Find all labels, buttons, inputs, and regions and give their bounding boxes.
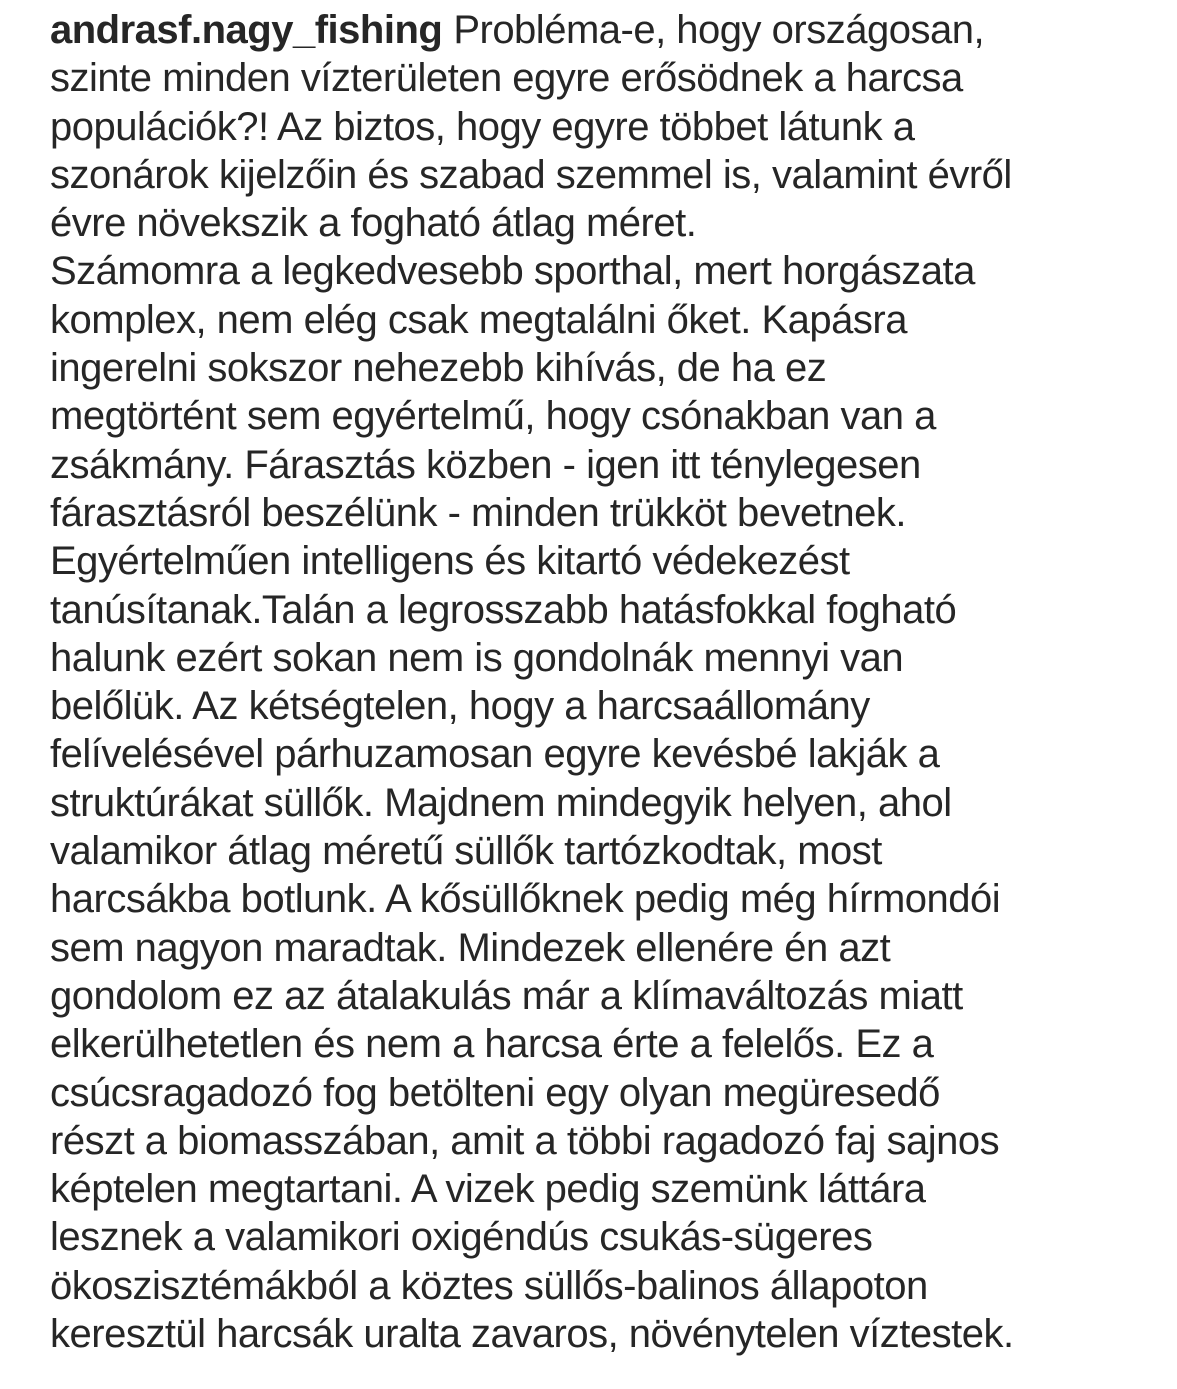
caption-line: gondolom ez az átalakulás már a klímaváltozás miatt <box>50 973 963 1018</box>
caption-line: struktúrákat süllők. Majdnem mindegyik helyen, ahol <box>50 780 952 825</box>
caption-line: tanúsítanak.Talán a legrosszabb hatásfokkal fogható <box>50 587 957 632</box>
caption-line: valamikor átlag méretű süllők tartózkodtak, most <box>50 829 882 874</box>
caption-line: Számomra a legkedvesebb sporthal, mert horgászata <box>50 249 975 294</box>
caption-line-first <box>50 6 1141 54</box>
caption-line: ingerelni sokszor nehezebb kihívás, de ha ez <box>50 346 827 391</box>
caption-line: lesznek a valamikori oxigéndús csukás-sügeres <box>50 1215 873 1260</box>
username-link[interactable]: andrasf.nagy_fishing <box>50 8 443 52</box>
caption-line: ökoszisztémákból a köztes süllős-balinos állapoton <box>50 1263 928 1308</box>
caption-line: megtörtént sem egyértelmű, hogy csónakban van a <box>50 394 936 439</box>
caption-line: csúcsragadozó fog betölteni egy olyan megüresedő <box>50 1070 940 1115</box>
caption-line: szonárok kijelzőin és szabad szemmel is, valamint évről <box>50 152 1012 197</box>
caption-line: évre növekszik a fogható átlag méret. <box>50 201 697 246</box>
caption-line: sem nagyon maradtak. Mindezek ellenére én azt <box>50 925 891 970</box>
caption-line: részt a biomasszában, amit a többi ragadozó faj sajnos <box>50 1118 1000 1163</box>
caption-line: szinte minden vízterületen egyre erősödnek a harcsa <box>50 56 963 101</box>
caption-line: képtelen megtartani. A vizek pedig szemünk láttára <box>50 1167 926 1212</box>
caption-line: keresztül harcsák uralta zavaros, növénytelen víztestek. <box>50 1312 1014 1357</box>
caption-line: belőlük. Az kétségtelen, hogy a harcsaállomány <box>50 684 870 729</box>
caption-line: populációk?! Az biztos, hogy egyre többet látunk a <box>50 104 915 149</box>
caption-line: fárasztásról beszélünk - minden trükköt bevetnek. <box>50 490 906 535</box>
caption-line: halunk ezért sokan nem is gondolnák mennyi van <box>50 635 904 680</box>
caption-first-text: Probléma-e, hogy országosan, <box>453 8 985 52</box>
caption-line: Egyértelműen intelligens és kitartó védekezést <box>50 539 850 584</box>
caption-line: felívelésével párhuzamosan egyre kevésbé lakják a <box>50 732 940 777</box>
caption-line: harcsákba botlunk. A kősüllőknek pedig még hírmondói <box>50 877 1001 922</box>
caption-lines <box>50 54 1141 1358</box>
caption-line: zsákmány. Fárasztás közben - igen itt ténylegesen <box>50 442 921 487</box>
caption-line: elkerülhetetlen és nem a harcsa érte a felelős. Ez a <box>50 1022 934 1067</box>
caption-line: komplex, nem elég csak megtalálni őket. Kapásra <box>50 297 907 342</box>
